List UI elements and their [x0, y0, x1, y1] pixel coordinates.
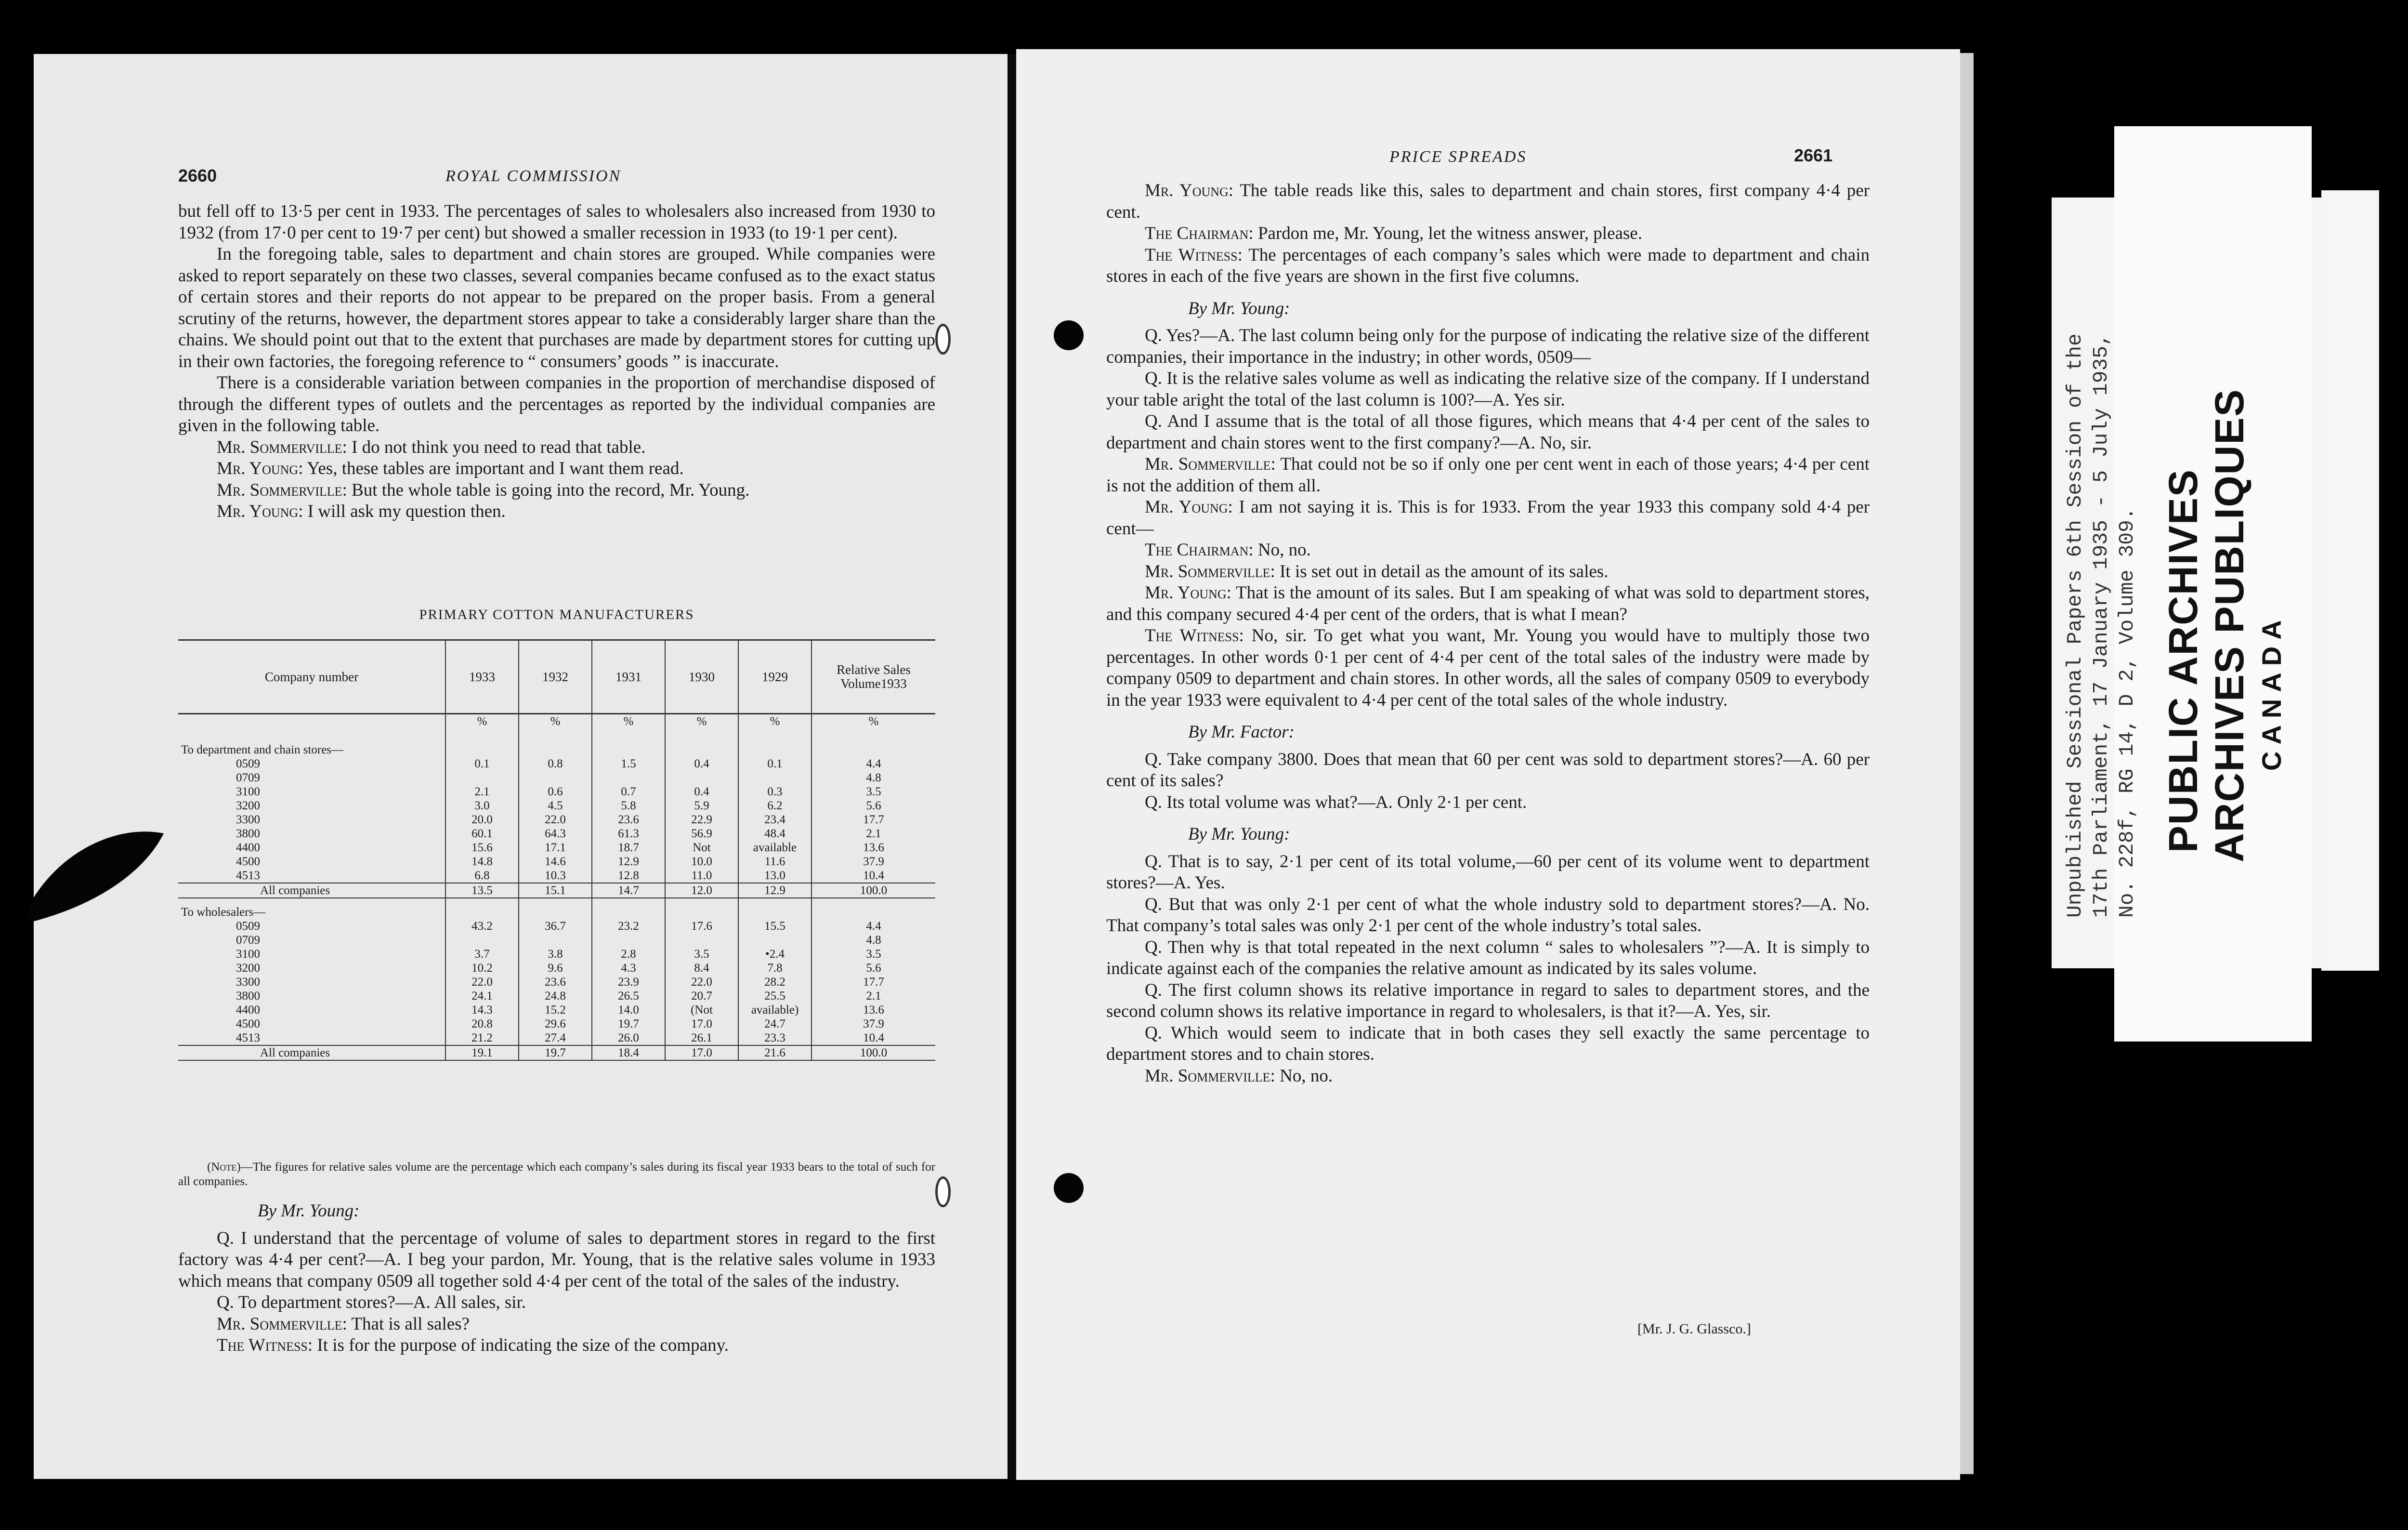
table-cell: 3.5 [665, 947, 738, 961]
table-cell: 3.7 [445, 947, 519, 961]
speech: Q. The first column shows its relative importance in regard to sales to department stores, and the second column shows its relative importance in regard to wholesalers, is that it?—A. Yes, sir. [1106, 980, 1870, 1021]
table-cell: 27.4 [519, 1031, 592, 1045]
total-row [178, 883, 935, 898]
table-row [178, 933, 935, 947]
table-cell: 60.1 [445, 827, 519, 841]
table-cell: 24.7 [738, 1017, 811, 1031]
column-header: 1932 [519, 640, 592, 714]
left-page [34, 54, 1011, 1479]
qa-line [1106, 582, 1870, 625]
table-cell: 3800 [236, 827, 260, 840]
speech: The percentages of each company’s sales which were made to department and chain stores in each of the five years are shown in the first five columns. [1106, 245, 1870, 286]
speaker: The Witness: [1145, 245, 1243, 265]
speech: That is the amount of its sales. But I am speaking of what was sold to department stores, and this company secured 4·4 per cent of the orders, that is what I mean? [1106, 583, 1870, 624]
table-cell: 6.2 [738, 799, 811, 813]
table-cell: 64.3 [519, 827, 592, 841]
archive-title-en: PUBLIC ARCHIVES [2160, 469, 2206, 853]
note-label: (Note) [207, 1161, 241, 1174]
cotton-table-wrap [178, 639, 935, 1061]
table-cell: 5.9 [665, 799, 738, 813]
table-cell: 12.0 [665, 883, 738, 898]
speaker: Mr. Sommerville: [217, 480, 347, 500]
table-cell: 14.8 [445, 855, 519, 869]
table-cell: 23.6 [519, 975, 592, 989]
table-cell: 24.1 [445, 989, 519, 1003]
paragraph: There is a considerable variation between companies in the proportion of merchandise disposed of through the different types of outlets and the percentages as reported by the individual companies are given in the following table. [178, 373, 935, 435]
table-cell: 6.8 [445, 869, 519, 883]
speech: That is all sales? [347, 1314, 470, 1334]
table-row [178, 785, 935, 799]
table-cell: 3800 [236, 989, 260, 1002]
table-cell: 11.0 [665, 869, 738, 883]
speaker: Mr. Sommerville: [217, 437, 347, 457]
speech: Yes, these tables are important and I want them read. [303, 459, 684, 478]
qa-line [1106, 561, 1870, 583]
archive-country: CANADA [2256, 613, 2287, 771]
dialogue-line [178, 1292, 935, 1314]
table-header-row [178, 640, 935, 714]
right-page [1016, 49, 1960, 1480]
table-row [178, 919, 935, 933]
table-row [178, 799, 935, 813]
table-cell: 3.5 [811, 947, 935, 961]
qa-line [1106, 894, 1870, 937]
table-cell: All companies [178, 1045, 445, 1060]
speech: That could not be so if only one per cent went in each of those years; 4·4 per cent is not the addition of them all. [1106, 454, 1870, 496]
dialogue-line [178, 501, 935, 523]
section-wholesalers [178, 898, 935, 1045]
table-cell: 18.4 [592, 1045, 665, 1060]
table-cell: available) [738, 1003, 811, 1017]
table-cell: 4.3 [592, 961, 665, 975]
qa-line [1106, 749, 1870, 792]
table-cell: 28.2 [738, 975, 811, 989]
archive-reference [2062, 333, 2140, 918]
table-cell: 10.4 [811, 1031, 935, 1045]
table-cell: 0.8 [519, 757, 592, 771]
speech: No, no. [1275, 1066, 1333, 1086]
table-cell: 0.4 [665, 757, 738, 771]
byline: By Mr. Young: [258, 1201, 360, 1221]
table-cell: 0.1 [738, 757, 811, 771]
table-cell: 100.0 [811, 1045, 935, 1060]
speaker: Mr. Young: [1145, 583, 1231, 603]
dialogue-line [178, 1314, 935, 1335]
table-cell [738, 771, 811, 785]
table-row [178, 827, 935, 841]
qa-line [1106, 540, 1870, 561]
running-head: PRICE SPREADS [1389, 148, 1527, 166]
table-row [178, 989, 935, 1003]
table-cell: (Not [665, 1003, 738, 1017]
table-cell: All companies [178, 883, 445, 898]
table-cell: 3200 [236, 961, 260, 975]
table-cell: •2.4 [738, 947, 811, 961]
punch-hole [935, 324, 951, 355]
table-cell: 61.3 [592, 827, 665, 841]
table-cell: 1.5 [592, 757, 665, 771]
table-cell [665, 933, 738, 947]
table-cell: 23.2 [592, 919, 665, 933]
section-label-row [178, 743, 935, 757]
punch-hole [935, 1176, 951, 1207]
archive-title-fr: ARCHIVES PUBLIQUES [2207, 388, 2252, 862]
table-cell: 100.0 [811, 883, 935, 898]
table-cell: 12.9 [592, 855, 665, 869]
table-cell: 4.4 [811, 757, 935, 771]
table-cell: 2.1 [445, 785, 519, 799]
table-cell: 11.6 [738, 855, 811, 869]
dialogue-line [1106, 245, 1870, 288]
table-cell: 29.6 [519, 1017, 592, 1031]
archive-line: 17th Parliament, 17 January 1935 - 5 July 1935, [2089, 333, 2113, 918]
speech: Q. That is to say, 2·1 per cent of its total volume,—60 per cent of its volume went to department stores?—A. Yes. [1106, 851, 1870, 893]
qa-line [1106, 980, 1870, 1023]
table-cell: 26.1 [665, 1031, 738, 1045]
qa-line [1106, 937, 1870, 980]
speech: Pardon me, Mr. Young, let the witness answer, please. [1253, 224, 1642, 243]
witness-tag: [Mr. J. G. Glassco.] [1637, 1321, 1751, 1337]
speech: I am not saying it is. This is for 1933. From the year 1933 this company sold 4·4 per cent— [1106, 497, 1870, 539]
table-row [178, 757, 935, 771]
dialogue-line [178, 1335, 935, 1357]
dialogue-line [1106, 223, 1870, 245]
speech: Q. It is the relative sales volume as well as indicating the relative size of the company. If I understand your table aright the total of the last column is 100?—A. Yes sir. [1106, 369, 1870, 410]
table-cell: 4500 [236, 855, 260, 868]
table-cell: 14.7 [592, 883, 665, 898]
table-cell [519, 771, 592, 785]
table-cell: 12.8 [592, 869, 665, 883]
speech: Q. I understand that the percentage of volume of sales to department stores in regard to the first factory was 4·4 per cent?—A. I beg your pardon, Mr. Young, that is the relative sales volume in 1933 which means that company 0509 all together sold 4·4 per cent of the total of the sales of the industry. [178, 1228, 935, 1291]
speech: No, no. [1253, 540, 1311, 560]
dialogue-line [178, 1228, 935, 1293]
table-cell: 15.2 [519, 1003, 592, 1017]
table-cell: 10.3 [519, 869, 592, 883]
paragraph: but fell off to 13·5 per cent in 1933. The percentages of sales to wholesalers also increased from 1930 to 1932 (from 17·0 per cent to 19·7 per cent) but showed a smaller recession in 1933 (to 19·1 per cent). [178, 201, 935, 243]
table-cell: 10.2 [445, 961, 519, 975]
table-cell: 4400 [236, 841, 260, 854]
table-cell: 13.6 [811, 1003, 935, 1017]
table-cell: available [738, 841, 811, 855]
column-header: 1930 [665, 640, 738, 714]
running-head: ROYAL COMMISSION [445, 167, 622, 185]
percent-row [178, 714, 935, 743]
table-cell: 17.1 [519, 841, 592, 855]
table-cell: 3100 [236, 947, 260, 961]
qa-line [1106, 497, 1870, 540]
table-cell: 3.5 [811, 785, 935, 799]
table-row [178, 869, 935, 883]
speaker: Mr. Young: [1145, 497, 1233, 517]
table-cell: 24.8 [519, 989, 592, 1003]
note-text: —The figures for relative sales volume are the percentage which each company’s sales during its fiscal year 1933 bears to the total of such for all companies. [178, 1161, 935, 1188]
paragraph: In the foregoing table, sales to department and chain stores are grouped. While companies were asked to report separately on these two classes, several companies became confused as to the exact status of certain stores and their reports do not appear to be prepared on the proper basis. From a general scrutiny of the returns, however, the department stores appear to take a considerably larger share than the chains. We should point out that to the extent that purchases are made by department stores for cutting up in their own factories, the foregoing reference to “ consumers’ goods ” is inaccurate. [178, 244, 935, 371]
table-cell: % [738, 714, 811, 743]
table-cell: 37.9 [811, 1017, 935, 1031]
table-cell: 56.9 [665, 827, 738, 841]
table-cell: 26.5 [592, 989, 665, 1003]
table-cell: 23.9 [592, 975, 665, 989]
column-header: Relative Sales Volume1933 [811, 640, 935, 714]
body-text [1106, 180, 1870, 1087]
table-cell: 0.6 [519, 785, 592, 799]
table-cell: 25.5 [738, 989, 811, 1003]
table-cell: 36.7 [519, 919, 592, 933]
table-cell: 17.7 [811, 975, 935, 989]
speaker: Mr. Sommerville: [217, 1314, 347, 1334]
qa-line [1106, 792, 1870, 814]
table-cell: 0509 [236, 757, 260, 770]
qa-line [1106, 454, 1870, 497]
table-cell [592, 933, 665, 947]
speaker: Mr. Sommerville: [1145, 561, 1275, 581]
dialogue-line [178, 437, 935, 459]
table-cell: 19.7 [592, 1017, 665, 1031]
table-title: PRIMARY COTTON MANUFACTURERS [419, 607, 694, 622]
table-cell: 4.8 [811, 933, 935, 947]
table-cell: 4.8 [811, 771, 935, 785]
qa-line [1106, 411, 1870, 454]
table-cell: 23.6 [592, 813, 665, 827]
table-cell [178, 714, 445, 743]
table-cell: 7.8 [738, 961, 811, 975]
column-header: 1931 [592, 640, 665, 714]
table-cell: 3.8 [519, 947, 592, 961]
speech: The table reads like this, sales to department and chain stores, first company 4·4 per cent. [1106, 181, 1870, 222]
table-cell: 13.5 [445, 883, 519, 898]
table-cell: 14.0 [592, 1003, 665, 1017]
punch-hole [1054, 320, 1084, 350]
body-text-top [178, 201, 935, 523]
table-cell: 14.6 [519, 855, 592, 869]
table-cell: 43.2 [445, 919, 519, 933]
table-row [178, 771, 935, 785]
speech: Q. Then why is that total repeated in the next column “ sales to wholesalers ”?—A. It is simply to indicate against each of the companies the relative amount as indicated by its sales volume. [1106, 937, 1870, 978]
table-cell: 15.5 [738, 919, 811, 933]
table-cell: 3300 [236, 975, 260, 989]
qa-line [1106, 325, 1870, 368]
speech: No, sir. To get what you want, Mr. Young you would have to multiply those two percentages. In other words 0·1 per cent of 4·4 per cent of the total sales of the industry were made by company 0509 to department and chain stores. In other words, all the sales of company 0509 to everybody in the year 1933 were equivalent to 4·4 per cent of the total sales of the whole industry. [1106, 626, 1870, 710]
table-cell: 37.9 [811, 855, 935, 869]
table-note [178, 1160, 935, 1189]
body-text-bottom [178, 1200, 935, 1357]
table-cell: 5.8 [592, 799, 665, 813]
qa-line [1106, 625, 1870, 711]
speaker: Mr. Young: [217, 501, 303, 521]
section-dept-chain [178, 743, 935, 883]
table-cell: 4400 [236, 1003, 260, 1016]
table-cell: 26.0 [592, 1031, 665, 1045]
table-row [178, 813, 935, 827]
speech: It is set out in detail as the amount of its sales. [1275, 561, 1609, 581]
table-cell: 2.1 [811, 989, 935, 1003]
table-cell: 9.6 [519, 961, 592, 975]
speaker: Mr. Young: [217, 459, 303, 478]
table-cell: 5.6 [811, 799, 935, 813]
table-cell: % [811, 714, 935, 743]
table-cell: 2.8 [592, 947, 665, 961]
table-cell: 22.0 [445, 975, 519, 989]
table-cell: 20.8 [445, 1017, 519, 1031]
table-cell: 19.7 [519, 1045, 592, 1060]
column-header: 1929 [738, 640, 811, 714]
table-cell: 0.3 [738, 785, 811, 799]
table-cell: 48.4 [738, 827, 811, 841]
table-cell [592, 771, 665, 785]
table-cell: % [519, 714, 592, 743]
table-cell: 0709 [236, 933, 260, 947]
table-cell: 3100 [236, 785, 260, 798]
table-cell: 12.9 [738, 883, 811, 898]
archive-title [2160, 389, 2291, 862]
table-cell: 0.1 [445, 757, 519, 771]
table-cell: 10.0 [665, 855, 738, 869]
speech: Q. But that was only 2·1 per cent of what the whole industry sold to department stores?—A. No. That company’s total sales was only 2·1 per cent of the whole industry’s total sales. [1106, 894, 1870, 936]
table-cell: 23.4 [738, 813, 811, 827]
table-row [178, 1003, 935, 1017]
table-row [178, 1031, 935, 1045]
table-cell: 13.0 [738, 869, 811, 883]
qa-line [1106, 1066, 1870, 1087]
table-cell: 3.0 [445, 799, 519, 813]
byline: By Mr. Young: [1188, 824, 1290, 844]
qa-line [1106, 1023, 1870, 1066]
table-row [178, 975, 935, 989]
table-cell: 15.1 [519, 883, 592, 898]
table-cell [445, 771, 519, 785]
table-row [178, 947, 935, 961]
table-cell: 17.6 [665, 919, 738, 933]
byline: By Mr. Young: [1188, 298, 1290, 318]
table-cell: 18.7 [592, 841, 665, 855]
table-cell: 4513 [236, 1031, 260, 1044]
table-cell [445, 933, 519, 947]
table-cell: 20.7 [665, 989, 738, 1003]
page-number: 2661 [1794, 145, 1833, 165]
table-cell: 21.6 [738, 1045, 811, 1060]
bookmark-clip [29, 814, 173, 925]
table-cell: 13.6 [811, 841, 935, 855]
archive-line: Unpublished Sessional Papers 6th Session of the [2063, 333, 2087, 918]
table-cell: 22.0 [519, 813, 592, 827]
table-cell: 15.6 [445, 841, 519, 855]
speech: Q. And I assume that is the total of all those figures, which means that 4·4 per cent of the sales to department and chain stores went to the first company?—A. No, sir. [1106, 411, 1870, 453]
section-label: To department and chain stores— [181, 743, 344, 756]
table-cell: 17.7 [811, 813, 935, 827]
table-row [178, 855, 935, 869]
speech: Q. To department stores?—A. All sales, sir. [217, 1293, 526, 1312]
table-cell: 2.1 [811, 827, 935, 841]
section-label-row [178, 898, 935, 919]
table-cell: 14.3 [445, 1003, 519, 1017]
table-cell: 22.0 [665, 975, 738, 989]
table-cell: 4513 [236, 869, 260, 882]
total-row [178, 1045, 935, 1060]
table-cell: 23.3 [738, 1031, 811, 1045]
table-row [178, 1017, 935, 1031]
table-cell: 0709 [236, 771, 260, 784]
table-cell: 4.5 [519, 799, 592, 813]
table-cell: % [665, 714, 738, 743]
speaker: Mr. Sommerville: [1145, 454, 1276, 474]
table-cell: 0509 [236, 919, 260, 933]
dialogue-line [178, 458, 935, 480]
cotton-table [178, 639, 935, 1061]
speaker: The Chairman: [1145, 224, 1254, 243]
column-header: Company number [178, 640, 445, 714]
speaker: The Witness: [217, 1335, 313, 1355]
table-cell: 4.4 [811, 919, 935, 933]
table-cell: 8.4 [665, 961, 738, 975]
table-cell: 3300 [236, 813, 260, 826]
speech: It is for the purpose of indicating the size of the company. [313, 1335, 729, 1355]
speaker: The Witness: [1145, 626, 1244, 646]
table-cell: 22.9 [665, 813, 738, 827]
archive-card-tab [2321, 190, 2379, 971]
table-cell: 5.6 [811, 961, 935, 975]
table-cell: 19.1 [445, 1045, 519, 1060]
byline: By Mr. Factor: [1188, 722, 1295, 742]
speech: I will ask my question then. [303, 501, 506, 521]
qa-line [1106, 851, 1870, 894]
speech: Q. Yes?—A. The last column being only for the purpose of indicating the relative size of the different companies, their importance in the industry; in other words, 0509— [1106, 326, 1870, 367]
speaker: The Chairman: [1145, 540, 1254, 560]
archive-line: No. 228f, RG 14, D 2, Volume 309. [2115, 507, 2139, 918]
table-cell [738, 933, 811, 947]
page-number: 2660 [178, 166, 217, 185]
speaker: Mr. Sommerville: [1145, 1066, 1275, 1086]
punch-hole [1054, 1173, 1084, 1203]
table-cell: 10.4 [811, 869, 935, 883]
dialogue-line [1106, 180, 1870, 223]
table-cell: % [445, 714, 519, 743]
speaker: Mr. Young: [1145, 181, 1234, 200]
column-header: 1933 [445, 640, 519, 714]
table-cell: 4500 [236, 1017, 260, 1030]
table-cell: 17.0 [665, 1045, 738, 1060]
table-cell [665, 771, 738, 785]
table-row [178, 841, 935, 855]
table-row [178, 961, 935, 975]
table-cell: 0.7 [592, 785, 665, 799]
table-cell [519, 933, 592, 947]
table-cell: 21.2 [445, 1031, 519, 1045]
table-cell: 3200 [236, 799, 260, 812]
table-cell: Not [665, 841, 738, 855]
speech: Q. Take company 3800. Does that mean that 60 per cent was sold to department stores?—A. 60 per cent of its sales? [1106, 749, 1870, 791]
table-cell: 17.0 [665, 1017, 738, 1031]
table-cell: % [592, 714, 665, 743]
dialogue-line [178, 480, 935, 501]
qa-line [1106, 368, 1870, 411]
table-cell: 20.0 [445, 813, 519, 827]
speech: Q. Which would seem to indicate that in both cases they sell exactly the same percentage to department stores and to chain stores. [1106, 1023, 1870, 1064]
speech: I do not think you need to read that table. [347, 437, 646, 457]
speech: But the whole table is going into the record, Mr. Young. [347, 480, 750, 500]
section-label: To wholesalers— [181, 905, 266, 919]
speech: Q. Its total volume was what?—A. Only 2·1 per cent. [1145, 792, 1527, 812]
table-cell: 0.4 [665, 785, 738, 799]
